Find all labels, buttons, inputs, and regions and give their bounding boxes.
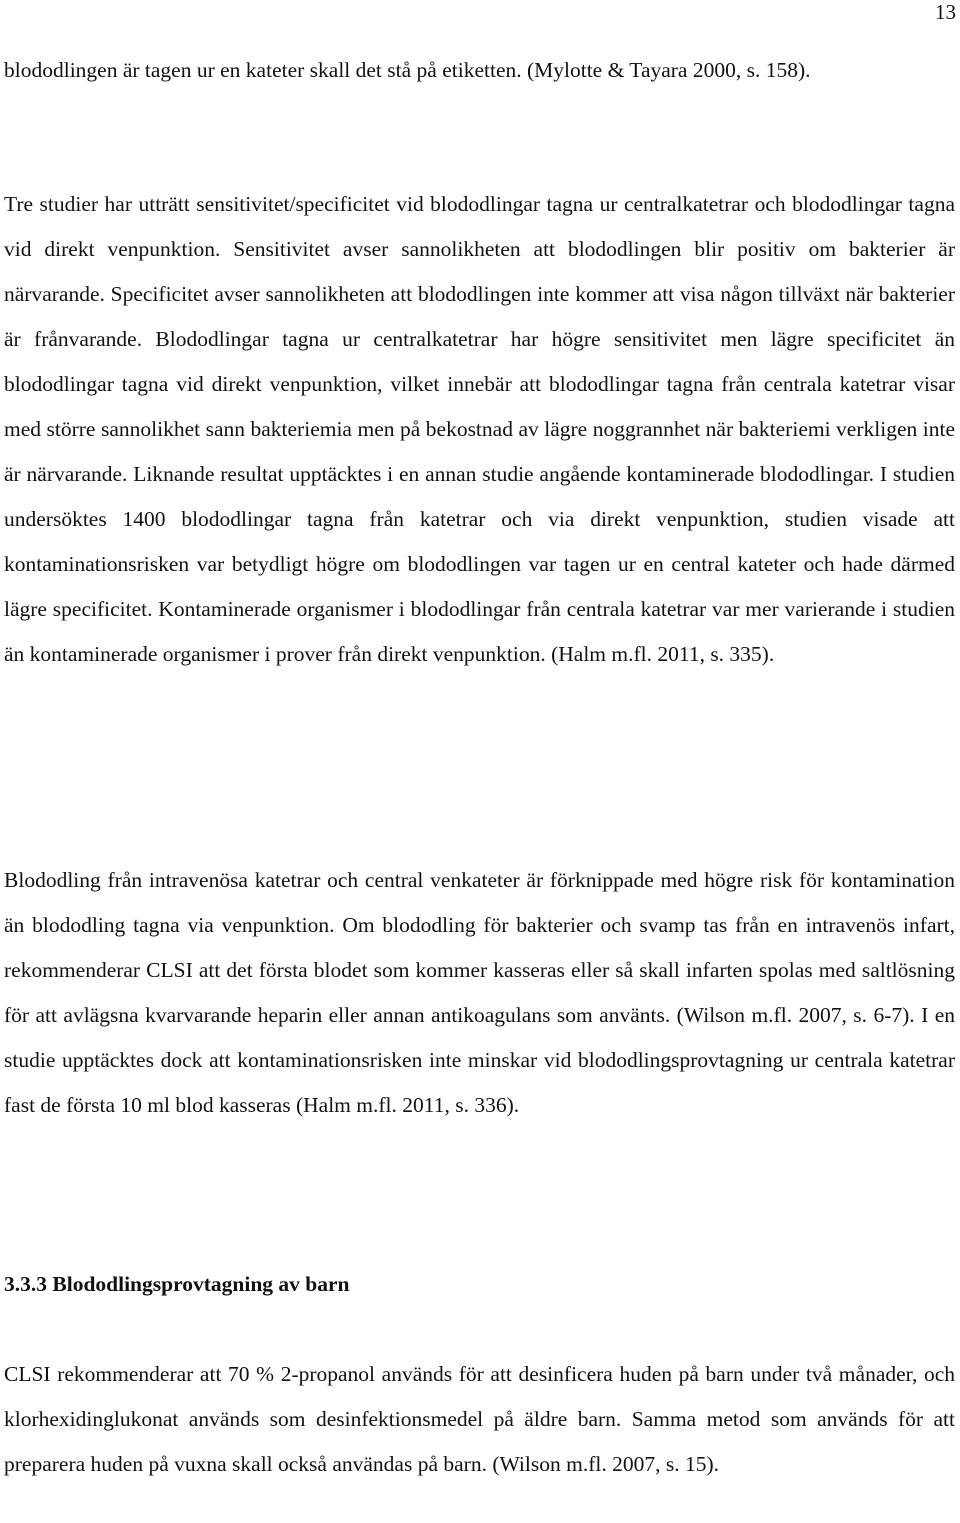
page-number: 13 [935,0,956,24]
paragraph-intravenous-catheters: Blododling från intravenösa katetrar och central venkateter är förknippade med högre risk för kontamination än blododling tagna via venpunktion. Om blododling för bakterier och svamp tas från en intravenös infart, rekommenderar CLSI att det första blodet som kommer kasseras eller så skall infarten spolas med saltlösning för att avlägsna kvarvarande heparin eller annan antikoagulans som använts. (Wilson m.fl. 2007, s. 6-7). I en studie upptäcktes dock att kontaminationsrisken inte minskar vid blododlingsprovtagning ur centrala katetrar fast de första 10 ml blod kasseras (Halm m.fl. 2011, s. 336). [4,868,955,1117]
paragraph-3-container [4,858,955,1128]
paragraph-sensitivity-specificity: Tre studier har utträtt sensitivitet/specificitet vid blododlingar tagna ur centralkatetrar och blododlingar tagna vid direkt venpunktion. Sensitivitet avser sannolikheten att blododlingen blir positiv om bakterier är närvarande. Specificitet avser sannolikheten att blododlingen inte kommer att visa någon tillväxt när bakterier är frånvarande. Blododlingar tagna ur centralkatetrar har högre sensitivitet men lägre specificitet än blododlingar tagna vid direkt venpunktion, vilket innebär att blododlingar tagna från centrala katetrar visar med större sannolikhet sann bakteriemia men på bekostnad av lägre noggrannhet när bakteriemi verkligen inte är närvarande. Liknande resultat upptäcktes i en annan studie angående kontaminerade blododlingar. I studien undersöktes 1400 blododlingar tagna från katetrar och via direkt venpunktion, studien visade att kontaminationsrisken var betydligt högre om blododlingen var tagen ur en central kateter och hade därmed lägre specificitet. Kontaminerade organismer i blododlingar från centrala katetrar var mer varierande i studien än kontaminerade organismer i prover från direkt venpunktion. (Halm m.fl. 2011, s. 335). [4,192,955,666]
paragraph-2-container [4,182,955,677]
paragraph-continuation: blododlingen är tagen ur en kateter skall det stå på etiketten. (Mylotte & Tayara 2000, s. 158). [4,58,811,82]
section-heading: 3.3.3 Blododlingsprovtagning av barn [4,1272,350,1296]
paragraph-children-disinfection: CLSI rekommenderar att 70 % 2-propanol används för att desinficera huden på barn under två månader, och klorhexidinglukonat används som desinfektionsmedel på äldre barn. Samma metod som används för att preparera huden på vuxna skall också användas på barn. (Wilson m.fl. 2007, s. 15). [4,1362,955,1476]
section-heading-container [4,1262,955,1307]
paragraph-4-container [4,1352,955,1487]
paragraph-1-container [4,48,955,93]
